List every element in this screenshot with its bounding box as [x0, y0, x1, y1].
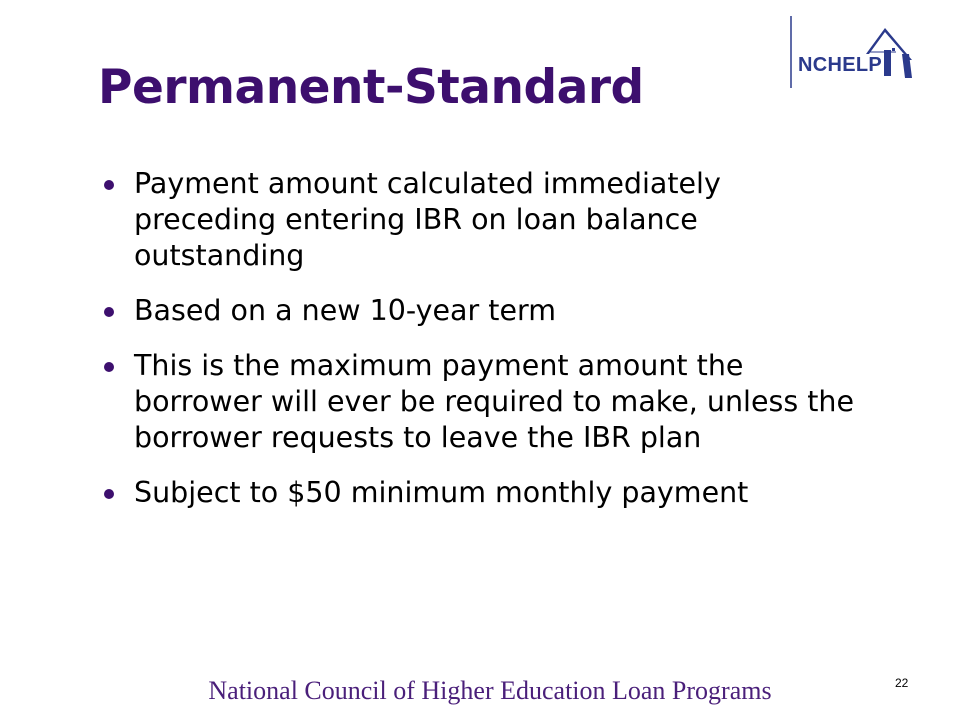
- bullet-icon: [104, 307, 114, 317]
- bullet-item: [100, 348, 870, 456]
- bullet-text: Subject to $50 minimum monthly payment: [134, 476, 749, 509]
- bullet-icon: [104, 180, 114, 190]
- footer-organization-name: National Council of Higher Education Loan Programs: [208, 676, 772, 705]
- slide-title: Permanent-Standard: [98, 60, 644, 115]
- logo-text: NCHELP: [798, 54, 883, 76]
- bullet-item: [100, 293, 870, 329]
- page-number: 22: [895, 676, 909, 690]
- bullet-icon: [104, 362, 114, 372]
- bullet-text: This is the maximum payment amount the borrower will ever be required to make, unless the borrower requests to leave the IBR plan: [134, 349, 855, 454]
- bullet-text: Payment amount calculated immediately preceding entering IBR on loan balance outstanding: [134, 167, 721, 272]
- nchelp-logo: [788, 14, 918, 90]
- bullet-item: [100, 475, 870, 511]
- bullet-list: [100, 166, 870, 530]
- logo-graphic: [788, 14, 918, 90]
- bullet-item: [100, 166, 870, 274]
- bullet-text: Based on a new 10-year term: [134, 294, 556, 327]
- bullet-icon: [104, 489, 114, 499]
